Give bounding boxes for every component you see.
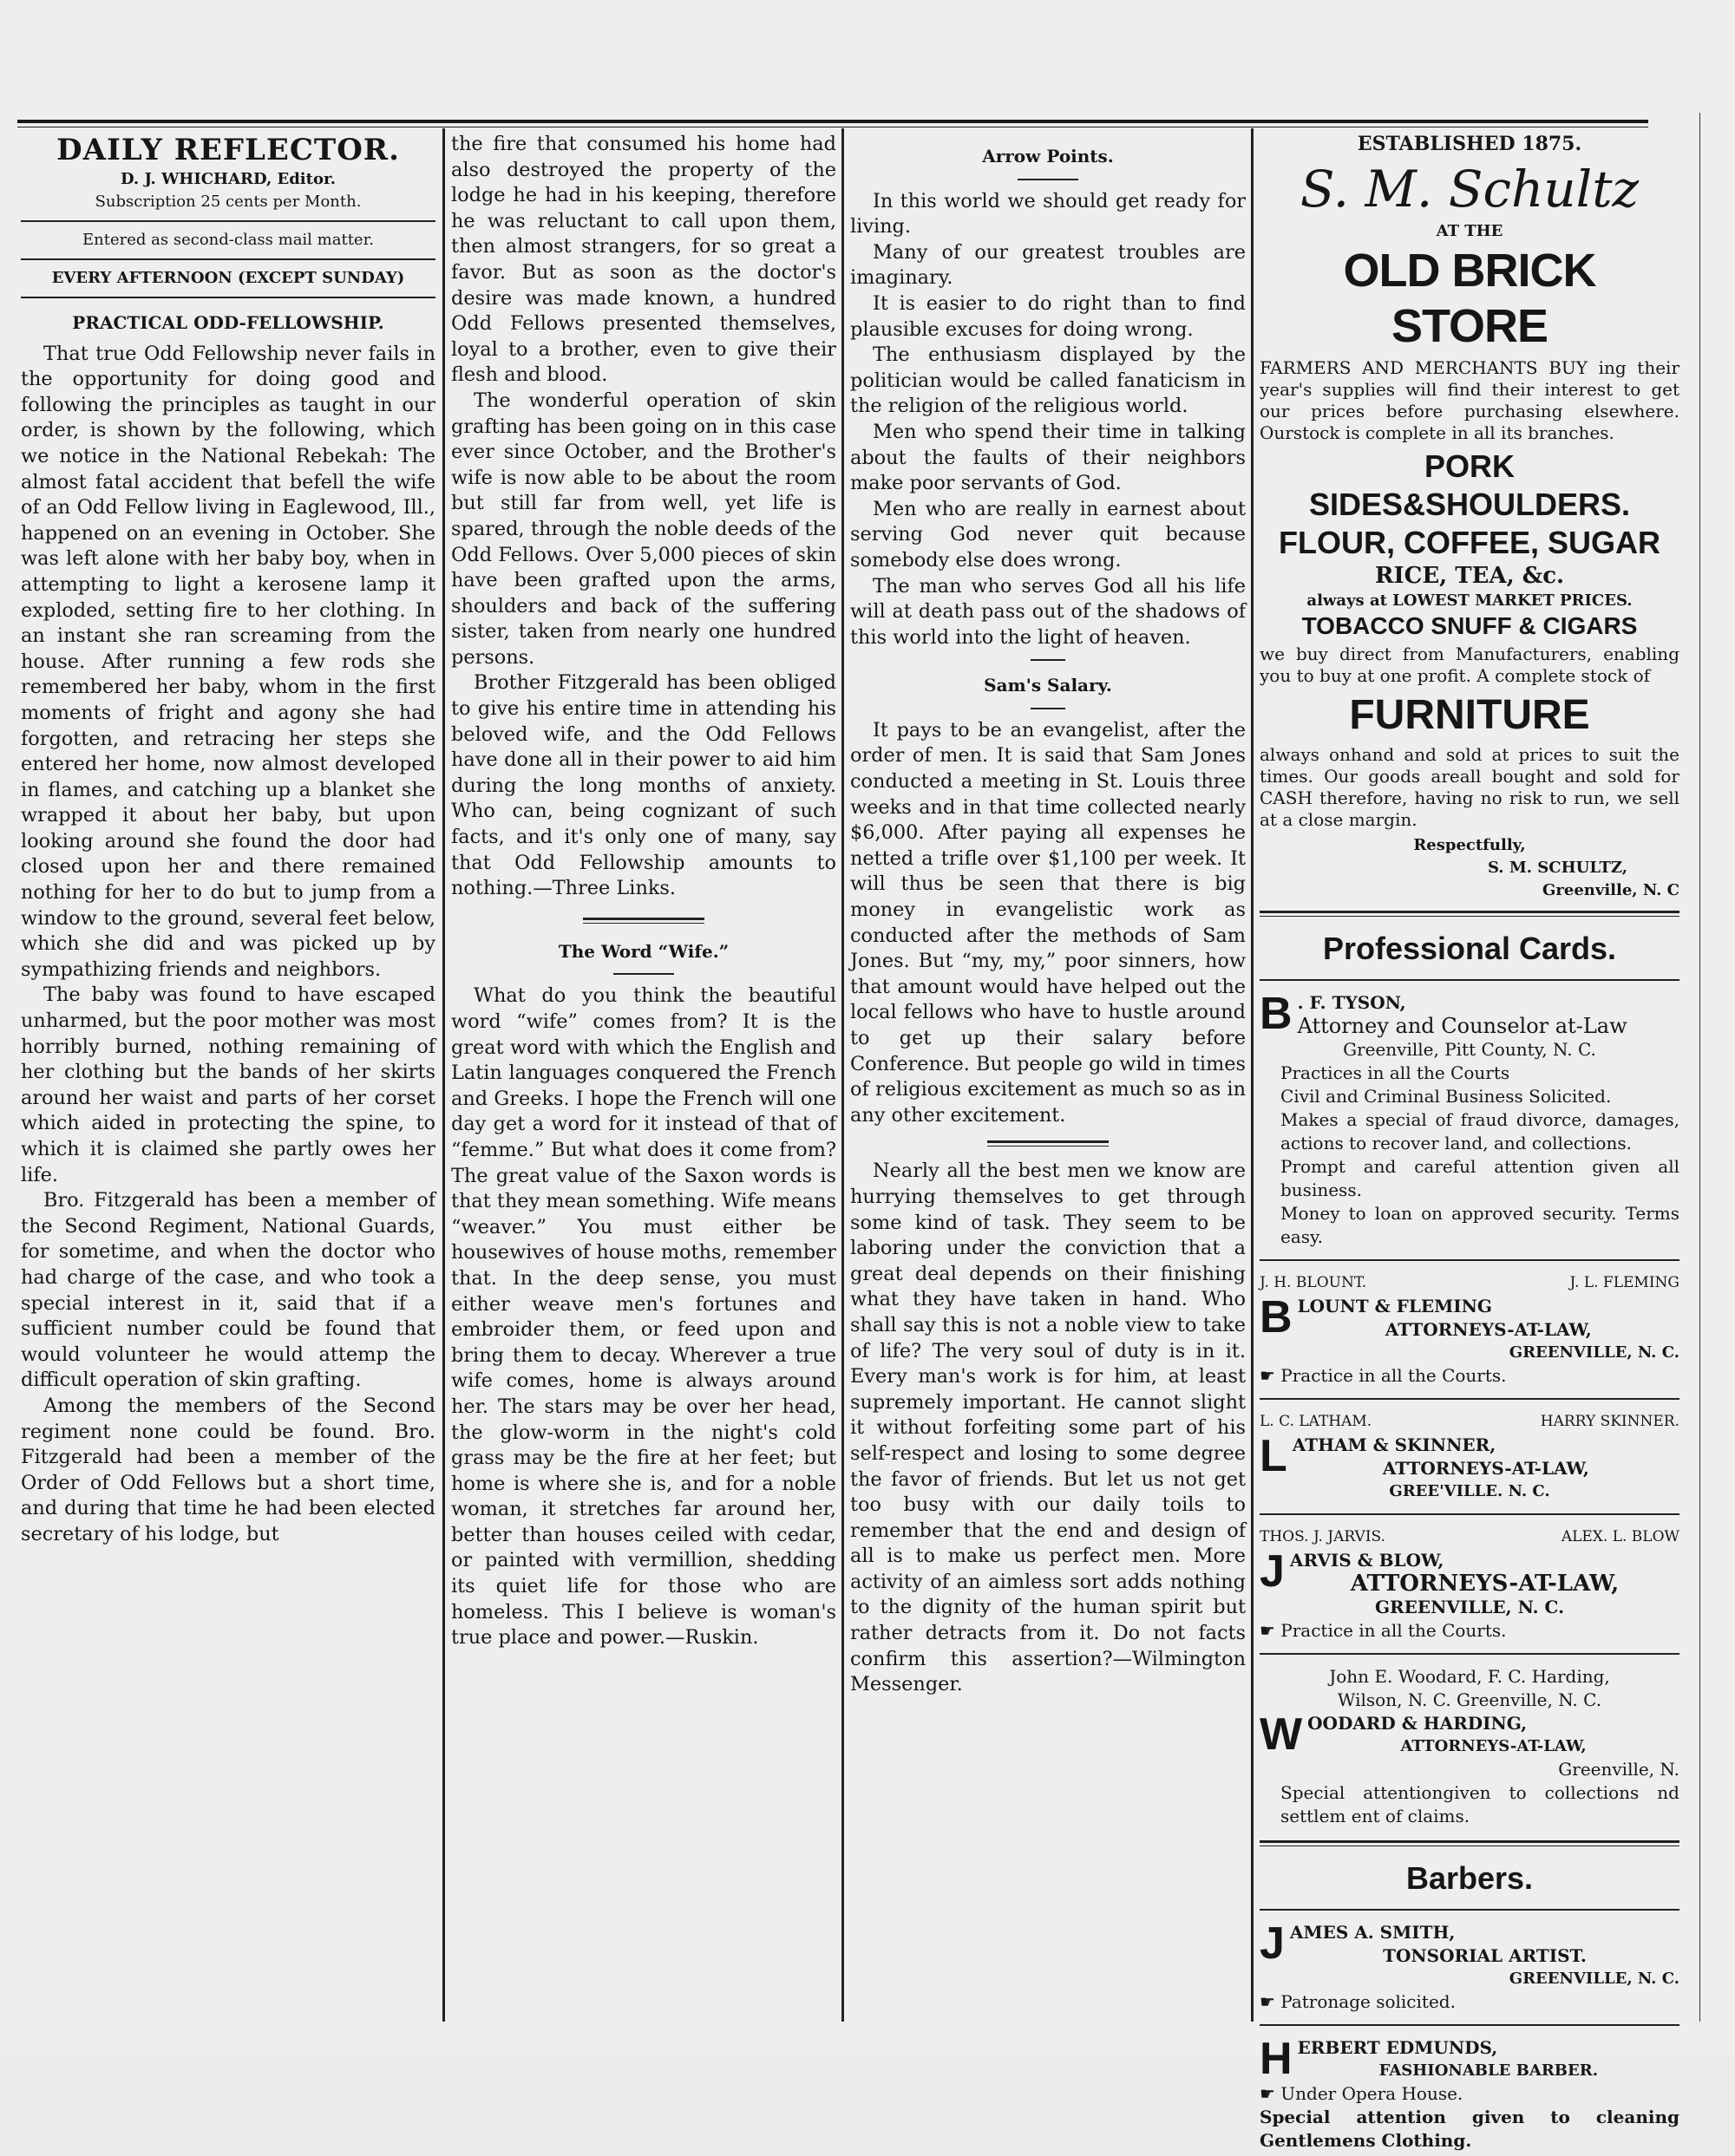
barbers-header: Barbers. (1405, 1859, 1534, 1896)
card-latham (1260, 1407, 1679, 1506)
article-paragraph: The wonderful operation of skin grafting has been going on in this case ever since October, and the Brother's wife is now able to be about the room but still far from well, yet life is spared, through the noble deeds of the Odd Fellows. Over 5,000 pieces of skin have been grafted upon the arms, shoulders and back of the suffering sister, taken from nearly one hundred persons. (451, 389, 836, 669)
article-paragraph: the fire that consumed his home had also destroyed the property of the lodge he had in his keeping, therefore he was reluctant to call upon them, then almost strangers, for so great a favor. But as soon as the doctor's desire was made known, a hundred Odd Fellows presented themselves, loyal to a brother, even to give their flesh and blood. (451, 133, 836, 387)
divider (1031, 708, 1065, 709)
drop-cap: B (1260, 988, 1293, 1039)
divider (1260, 1513, 1679, 1515)
card-place: Greenville, Pitt County, N. C. (1343, 1038, 1596, 1060)
divider (1260, 2024, 1679, 2026)
card-place: GREENVILLE, N. C. (1509, 1969, 1679, 1988)
card-tyson (1260, 988, 1679, 1252)
card-name: . F. TYSON, (1297, 991, 1406, 1013)
card-firm: ARVIS & BLOW, (1289, 1549, 1444, 1571)
card-partners (1260, 1410, 1679, 1434)
professional-cards-header: Professional Cards. (1322, 930, 1617, 966)
ad-established: ESTABLISHED 1875. (1357, 133, 1582, 155)
article-paragraph: Nearly all the best men we know are hurrying themselves to get through some kind of task. They seem to be laboring under the conviction that a great deal depends on their finishing what they have taken in hand. Who shall say this is not a noble view to take of life? The very soul of duty is in it. Every man's work is for him, at least supremely important. He cannot slight it without forfeiting some part of his self-respect and losing to some degree the favor of friends. But let us not get too busy with our daily toils to remember that the end and design of all is to make us perfect men. More activity of an aimless sort adds nothing to the dignity of the human spirit but rather detracts from it. Do not facts confirm this assertion?—Wilmington Messenger. (850, 1160, 1246, 1696)
column-4 (1260, 132, 1679, 2151)
card-note: ☛ Patronage solicited. (1260, 1990, 1456, 2012)
partner-left: L. C. LATHAM. (1260, 1412, 1372, 1430)
ad-sign: S. M. SCHULTZ, (1487, 858, 1627, 877)
divider (1260, 1840, 1679, 1846)
column-rule (841, 128, 844, 2022)
column-3 (850, 132, 1246, 2022)
drop-cap: W (1260, 1708, 1303, 1760)
card-partners: John E. Woodard, F. C. Harding, (1329, 1665, 1610, 1687)
ad-flour: FLOUR, COFFEE, SUGAR (1279, 524, 1660, 560)
card-line: Makes a special of fraud divorce, damages, actions to recover land, and collections. (1280, 1108, 1679, 1153)
card-woodard (1260, 1662, 1679, 1832)
card-special: Special attention given to cleaning Gentlemens Clothing. (1260, 2106, 1679, 2151)
article-paragraph: Bro. Fitzgerald has been a member of the Second Regiment, National Guards, for sometime, and when the doctor who had charge of the case, and who took a special interest in it, said that if a sufficient number could be found that would volunteer he would attemp the difficult operation of skin grafting. (21, 1189, 435, 1392)
card-role: ATTORNEYS-AT-LAW, (1382, 1457, 1589, 1479)
article-paragraph: In this world we should get ready for living. (850, 189, 1246, 238)
divider (613, 973, 674, 975)
article-paragraph: Men who are really in earnest about serving God never quit because somebody else does wrong. (850, 497, 1246, 572)
ad-pork: PORK SIDES&SHOULDERS. (1308, 448, 1631, 522)
card-firm: LOUNT & FLEMING (1297, 1295, 1492, 1316)
article-paragraph: That true Odd Fellowship never fails in the opportunity for doing good and following the principles as taught in our order, is shown by the following, which we notice in the National Rebekah: The almost fatal accident that befell the wife of an Odd Fellow living in Eaglewood, Ill., happened on an evening in October. She was left alone with her baby boy, when in attempting to light a kerosene lamp it exploded, setting fire to her clothing. In an instant she ran screaming from the house. After running a few rods she remembered her baby, whom in the first moments of fright and agony she had forgotten, and retracing her steps she entered her home, now almost developed in flames, and catching up a blanket she wrapped it about her baby, but upon looking around she found the door had closed upon her and there remained nothing for her to do but to jump from a window to the ground, several feet below, which she did and was picked up by sympathizing friends and neighbors. (21, 342, 435, 981)
masthead-title: DAILY REFLECTOR. (56, 133, 400, 167)
card-line: Practices in all the Courts (1280, 1062, 1510, 1083)
partner-right: J. L. FLEMING (1569, 1273, 1679, 1291)
card-role: TONSORIAL ARTIST. (1383, 1944, 1587, 1966)
drop-cap: B (1260, 1291, 1293, 1343)
drop-cap: L (1260, 1430, 1287, 1481)
ad-respectfully: Respectfully, (1413, 835, 1526, 854)
divider (1260, 1398, 1679, 1400)
article-paragraph: The man who serves God all his life will at death pass out of the shadows of this world into the light of heaven. (850, 574, 1246, 649)
card-place: GREE'VILLE. N. C. (1389, 1481, 1550, 1500)
card-place: GREENVILLE, N. C. (1509, 1343, 1679, 1362)
divider (1260, 1909, 1679, 1911)
card-note: Special attentiongiven to collections nd settlem ent of claims. (1280, 1781, 1679, 1826)
divider (1018, 179, 1078, 180)
divider (21, 258, 435, 260)
card-firm: OODARD & HARDING, (1307, 1712, 1528, 1734)
divider (1260, 1653, 1679, 1655)
article-title: Arrow Points. (982, 146, 1114, 167)
divider (583, 918, 704, 924)
card-name: ERBERT EDMUNDS, (1297, 2036, 1498, 2058)
page-edge-rule (1699, 113, 1700, 2022)
divider (1260, 979, 1679, 981)
ad-terms: always onhand and sold at prices to suit the times. Our goods areall bought and sold for CASH therefore, having no risk to run, we sell at a close margin. (1260, 743, 1679, 830)
divider (21, 297, 435, 298)
card-place: GREENVILLE, N. C. (1374, 1596, 1565, 1617)
article-title: The Word “Wife.” (558, 940, 730, 962)
card-partners (1260, 1271, 1679, 1295)
article-paragraph: It is easier to do right than to find plausible excuses for doing wrong. (850, 291, 1246, 341)
article-paragraph: Brother Fitzgerald has been obliged to give his entire time in attending his beloved wife, and the Odd Fellows have done all in their power to aid him during the long months of anxiety. Who can, being cognizant of such facts, and it's only one of many, say that Odd Fellowship amounts to nothing.—Three Links. (451, 671, 836, 900)
drop-cap: H (1260, 2033, 1293, 2084)
article-paragraph: Among the members of the Second regiment none could be found. Bro. Fitzgerald had been a member of the Order of Odd Fellows but a short time, and during that time he had been elected secretary of his lodge, but (21, 1394, 435, 1545)
masthead-mail: Entered as second-class mail matter. (82, 231, 374, 249)
card-line: Prompt and careful attention given all business. (1280, 1155, 1679, 1200)
divider (1031, 659, 1065, 661)
card-note: ☛ Under Opera House. (1260, 2082, 1463, 2104)
column-rule (1251, 128, 1254, 2022)
card-edmunds (1260, 2033, 1679, 2156)
article-paragraph: It pays to be an evangelist, after the order of men. It is said that Sam Jones conducted a meeting in St. Louis three weeks and in that time collected nearly $6,000. After paying all expenses he netted a trifle over $1,100 per week. It will thus be seen that there is big money in evangelistic work as conducted after the methods of Sam Jones. But “my, my,” poor sinners, how that amount would have helped out the local fellows who have to hustle around to get up their salary before Conference. But people go wild in times of religious excitement as much so as in any other excitement. (850, 718, 1246, 1127)
ad-prices: always at LOWEST MARKET PRICES. (1306, 591, 1633, 610)
masthead-editor: D. J. WHICHARD, Editor. (120, 170, 337, 188)
divider (987, 1140, 1109, 1147)
divider (1260, 911, 1679, 917)
partner-right: ALEX. L. BLOW (1561, 1527, 1679, 1545)
card-places: Wilson, N. C. Greenville, N. C. (1337, 1689, 1602, 1710)
article-title: PRACTICAL ODD-FELLOWSHIP. (72, 312, 384, 333)
card-line: Civil and Criminal Business Solicited. (1280, 1085, 1612, 1107)
column-2 (451, 132, 836, 2022)
article-paragraph: The baby was found to have escaped unharmed, but the poor mother was most horribly burned, nothing remaining of her clothing but the bands of her skirts around her waist and parts of her corset which aided in protecting the spine, to which it is claimed she partly owes her life. (21, 983, 435, 1186)
ad-tobacco: TOBACCO SNUFF & CIGARS (1301, 611, 1638, 639)
ad-store-name: OLD BRICK STORE (1343, 244, 1596, 352)
card-smith (1260, 1918, 1679, 2017)
column-rule (442, 128, 445, 2022)
article-title: Sam's Salary. (984, 675, 1112, 696)
ad-direct: we buy direct from Manufacturers, enabling you to buy at one profit. A complete stock of (1260, 643, 1679, 686)
card-note: ☛ Practice in all the Courts. (1260, 1364, 1507, 1386)
card-partners (1260, 1526, 1679, 1549)
article-paragraph: Many of our greatest troubles are imaginary. (850, 240, 1246, 290)
card-role: ATTORNEYS-AT-LAW, (1400, 1736, 1587, 1755)
card-role: ATTORNEYS-AT-LAW, (1385, 1318, 1592, 1340)
card-firm: ATHAM & SKINNER, (1292, 1434, 1496, 1455)
card-note: ☛ Practice in all the Courts. (1260, 1619, 1507, 1641)
ad-place: Greenville, N. C (1542, 880, 1679, 899)
masthead-subscription: Subscription 25 cents per Month. (95, 193, 362, 211)
card-blount (1260, 1268, 1679, 1391)
masthead-schedule: EVERY AFTERNOON (EXCEPT SUNDAY) (51, 269, 405, 287)
divider (1260, 1259, 1679, 1261)
card-place: Greenville, N. (1558, 1758, 1679, 1780)
drop-cap: J (1260, 1918, 1285, 1969)
card-role: FASHIONABLE BARBER. (1378, 2061, 1598, 2080)
card-role: ATTORNEYS-AT-LAW, (1350, 1570, 1620, 1597)
partner-right: HARRY SKINNER. (1540, 1412, 1679, 1430)
top-rule (17, 120, 1648, 127)
card-role: Attorney and Counselor at-Law (1297, 1013, 1627, 1038)
ad-rice: RICE, TEA, &c. (1374, 562, 1565, 589)
ad-intro: FARMERS AND MERCHANTS BUY ing their year's supplies will find their interest to get our prices before purchasing elsewhere. Ourstock is complete in all its branches. (1260, 356, 1679, 443)
ad-store-owner: S. M. Schultz (1300, 159, 1640, 219)
ad-furniture: FURNITURE (1349, 691, 1590, 738)
ad-at-the: AT THE (1436, 221, 1503, 240)
article-paragraph: The enthusiasm displayed by the politician would be called fanaticism in the religion of the religious world. (850, 343, 1246, 418)
drop-cap: J (1260, 1545, 1285, 1597)
divider (21, 220, 435, 222)
column-1 (21, 132, 435, 2022)
article-paragraph: Men who spend their time in talking about the faults of their neighbors make poor servants of God. (850, 420, 1246, 495)
article-paragraph: What do you think the beautiful word “wife” comes from? It is the great word with which the English and Latin languages conquered the French and Greeks. I hope the French will one day get a word for it instead of that of “femme.” But what does it come from? The great value of the Saxon words is that they mean something. Wife means “weaver.” You must either be housewives of house moths, remember that. In the deep sense, you must either weave men's fortunes and embroider them, or feed upon and bring them to decay. Wherever a true wife comes, home is always around her. The stars may be over her head, the glow-worm in the night's cold grass may be the fire at her feet; but home is where she is, and for a noble woman, it stretches far around her, better than houses ceiled with cedar, or painted with vermillion, shedding its quiet life for those who are homeless. This I believe is woman's true place and power.—Ruskin. (451, 984, 836, 1650)
partner-left: J. H. BLOUNT. (1260, 1273, 1367, 1291)
card-jarvis (1260, 1522, 1679, 1646)
card-line: Money to loan on approved security. Terms easy. (1280, 1202, 1679, 1247)
partner-left: THOS. J. JARVIS. (1260, 1527, 1385, 1545)
card-name: AMES A. SMITH, (1289, 1921, 1456, 1943)
